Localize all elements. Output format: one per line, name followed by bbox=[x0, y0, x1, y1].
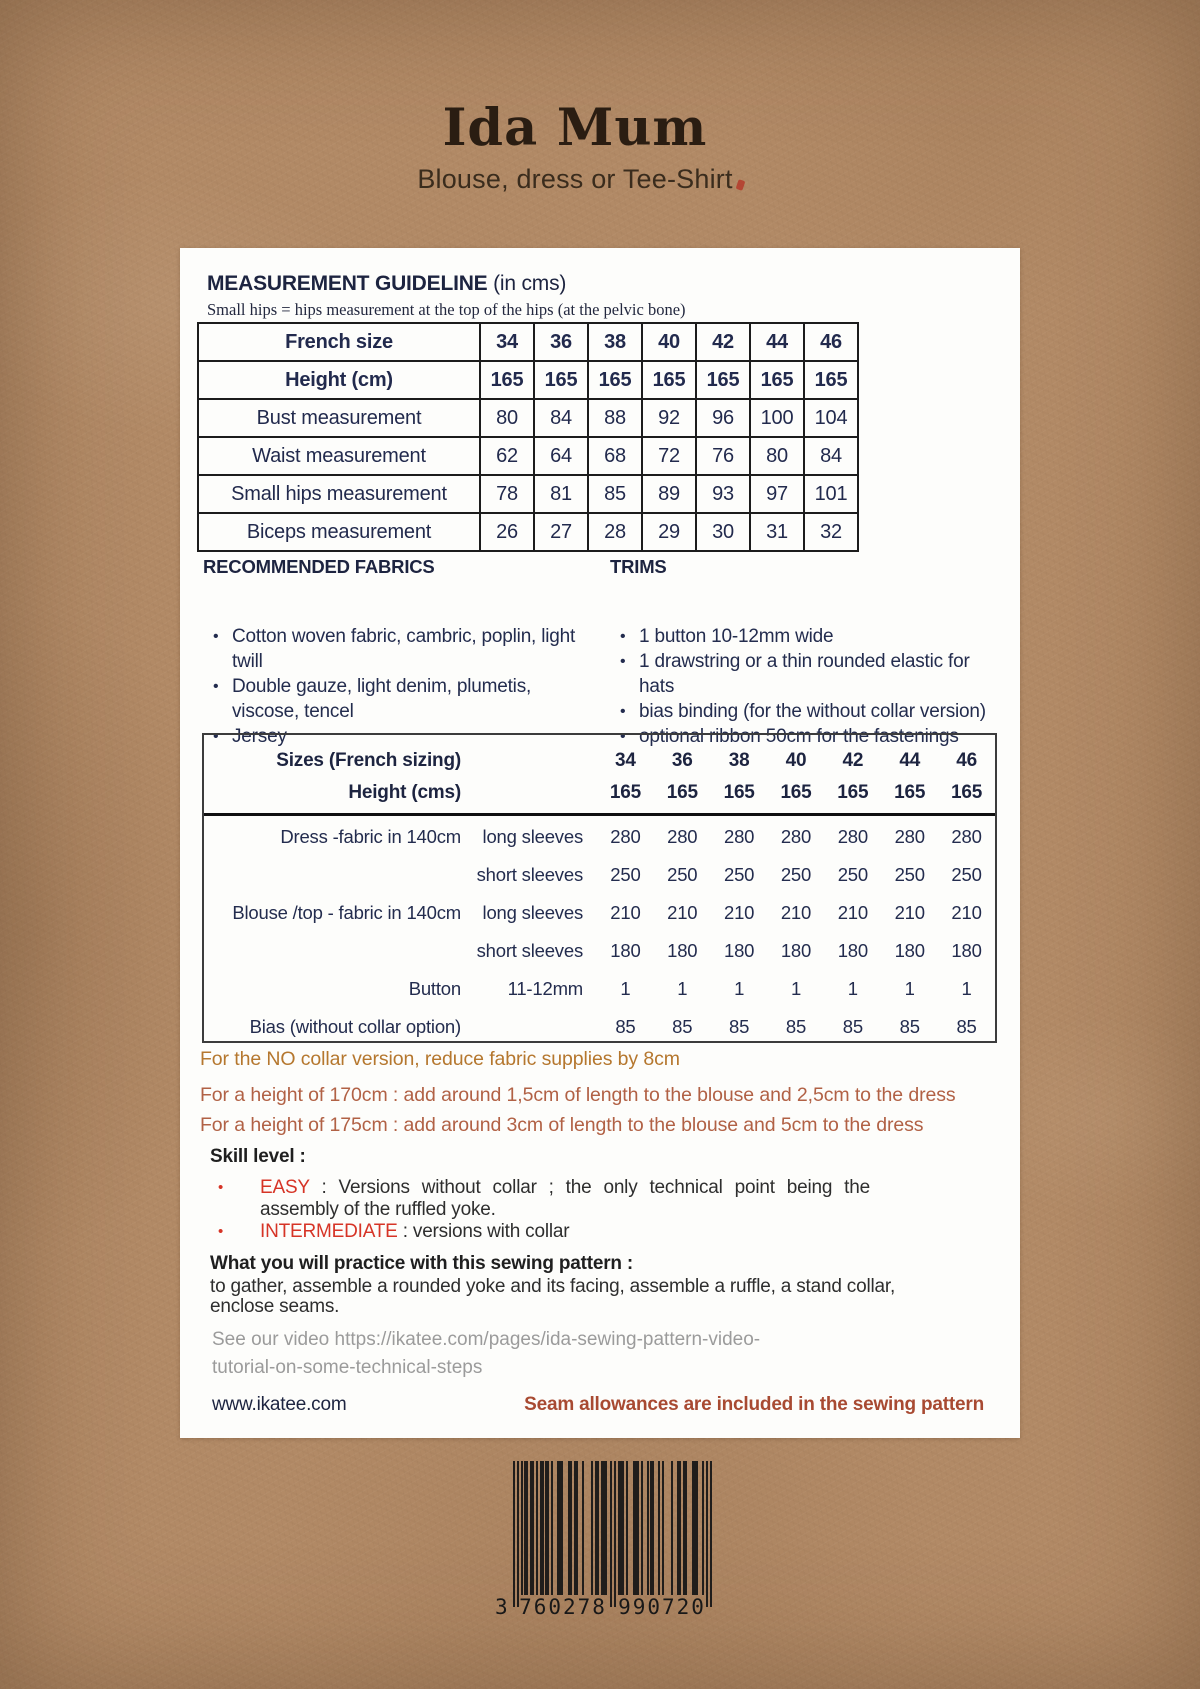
measurement-cell: 36 bbox=[534, 323, 588, 361]
barcode-bar bbox=[626, 1461, 628, 1595]
supplies-cell: 1 bbox=[734, 978, 745, 999]
skill-level-word: EASY bbox=[260, 1177, 310, 1198]
size-cell: 42 bbox=[842, 750, 864, 771]
supplies-cell: 180 bbox=[894, 940, 925, 961]
supplies-cell: 180 bbox=[723, 940, 755, 961]
barcode-bar bbox=[614, 1461, 616, 1607]
barcode-bar bbox=[610, 1461, 612, 1607]
height-cell: 165 bbox=[609, 782, 641, 803]
measurement-cell: 72 bbox=[642, 437, 696, 475]
measurement-cell: 97 bbox=[750, 475, 804, 513]
supplies-cell: 1 bbox=[904, 978, 915, 999]
supplies-row-label: Blouse /top - fabric in 140cm bbox=[232, 902, 461, 923]
measurement-cell: 89 bbox=[642, 475, 696, 513]
pattern-subtitle: Blouse, dress or Tee-Shirt bbox=[417, 164, 733, 195]
recommended-fabrics-heading: RECOMMENDED FABRICS bbox=[203, 556, 435, 577]
measurement-row-label: Waist measurement bbox=[198, 437, 480, 475]
supplies-cell: 210 bbox=[951, 902, 982, 923]
measurement-table bbox=[197, 322, 859, 552]
barcode bbox=[495, 1461, 713, 1619]
height-cell: 165 bbox=[780, 782, 812, 803]
supplies-cell: 1 bbox=[847, 978, 858, 999]
trims-section bbox=[610, 556, 1010, 749]
measurement-guideline-heading-units: (in cms) bbox=[487, 272, 567, 295]
measurement-cell: 165 bbox=[642, 361, 696, 399]
barcode-bar bbox=[622, 1461, 624, 1595]
supplies-row bbox=[204, 932, 995, 970]
practice-text: to gather, assemble a rounded yoke and its facing, assemble a ruffle, a stand collar, enclose seams. bbox=[210, 1276, 896, 1317]
supplies-row bbox=[204, 856, 995, 894]
supplies-cell: 85 bbox=[899, 1016, 920, 1037]
supplies-heights-row bbox=[204, 777, 995, 809]
measurement-cell: 92 bbox=[642, 399, 696, 437]
measurement-cell: 85 bbox=[588, 475, 642, 513]
supplies-cell: 210 bbox=[780, 902, 812, 923]
barcode-bar bbox=[561, 1461, 563, 1595]
barcode-bar bbox=[696, 1461, 698, 1595]
measurement-cell: 165 bbox=[804, 361, 858, 399]
supplies-rows bbox=[204, 816, 995, 1046]
measurement-cell: 62 bbox=[480, 437, 534, 475]
supplies-cell: 280 bbox=[610, 826, 641, 847]
height-170-note: For a height of 170cm : add around 1,5cm of length to the blouse and 2,5cm to the dress bbox=[200, 1084, 956, 1106]
size-cell: 44 bbox=[899, 750, 921, 771]
supplies-row bbox=[204, 970, 995, 1008]
measurement-cell: 32 bbox=[804, 513, 858, 551]
practice-heading: What you will practice with this sewing pattern : bbox=[210, 1253, 634, 1274]
supplies-sizes-label: Sizes (French sizing) bbox=[276, 750, 461, 771]
supplies-row bbox=[204, 1008, 995, 1046]
measurement-cell: 26 bbox=[480, 513, 534, 551]
measurement-cell: 165 bbox=[750, 361, 804, 399]
barcode-bar bbox=[591, 1461, 593, 1595]
measurement-cell: 165 bbox=[534, 361, 588, 399]
supplies-cell: 250 bbox=[667, 864, 698, 885]
supplies-cell: 250 bbox=[837, 864, 868, 885]
supplies-cell: 280 bbox=[951, 826, 982, 847]
measurement-cell: 88 bbox=[588, 399, 642, 437]
height-cell: 165 bbox=[666, 782, 698, 803]
supplies-row-sublabel: 11-12mm bbox=[507, 978, 583, 999]
supplies-cell: 280 bbox=[837, 826, 868, 847]
measurement-guideline-heading-bold: MEASUREMENT GUIDELINE bbox=[207, 272, 488, 295]
barcode-bar bbox=[582, 1461, 584, 1595]
fabric-item: • Cotton woven fabric, cambric, poplin, light twill bbox=[203, 624, 595, 674]
measurement-cell: 76 bbox=[696, 437, 750, 475]
fabric-item: • Jersey bbox=[203, 724, 595, 749]
supplies-row-label: Dress -fabric in 140cm bbox=[280, 826, 461, 847]
supplies-cell: 250 bbox=[610, 864, 641, 885]
measurement-cell: 29 bbox=[642, 513, 696, 551]
barcode-bar bbox=[706, 1461, 708, 1607]
supplies-sizes-row bbox=[204, 745, 995, 777]
supplies-header bbox=[204, 735, 995, 816]
measurement-row bbox=[198, 475, 858, 513]
measurement-cell: 27 bbox=[534, 513, 588, 551]
measurement-row-label: Height (cm) bbox=[198, 361, 480, 399]
barcode-digits bbox=[495, 1595, 713, 1619]
measurement-cell: 38 bbox=[588, 323, 642, 361]
recommended-fabrics-section bbox=[203, 556, 595, 749]
supplies-row-sublabel: long sleeves bbox=[482, 826, 583, 847]
barcode-bar bbox=[597, 1461, 599, 1595]
skill-level-section bbox=[210, 1146, 890, 1244]
size-cell: 46 bbox=[956, 750, 977, 771]
supplies-cell: 280 bbox=[894, 826, 925, 847]
measurement-cell: 84 bbox=[534, 399, 588, 437]
barcode-bar bbox=[605, 1461, 607, 1595]
measurement-row bbox=[198, 323, 858, 361]
small-hips-note: Small hips = hips measurement at the top of the hips (at the pelvic bone) bbox=[207, 300, 686, 319]
trims-list bbox=[610, 624, 1002, 749]
measurement-guideline-heading bbox=[207, 272, 566, 296]
trim-item: • optional ribbon 50cm for the fastenings bbox=[610, 724, 1002, 749]
size-cell: 38 bbox=[728, 750, 750, 771]
fabric-supplies-table bbox=[202, 733, 997, 1043]
supplies-row-sublabel: short sleeves bbox=[476, 864, 583, 885]
supplies-cell: 85 bbox=[785, 1016, 807, 1037]
barcode-bar bbox=[641, 1461, 643, 1595]
barcode-bar bbox=[702, 1461, 704, 1595]
supplies-row bbox=[204, 894, 995, 932]
supplies-cell: 1 bbox=[677, 978, 688, 999]
size-cell: 36 bbox=[671, 750, 693, 771]
supplies-row-sublabel: long sleeves bbox=[482, 902, 583, 923]
measurement-cell: 28 bbox=[588, 513, 642, 551]
barcode-digits-left: 760278 bbox=[519, 1595, 607, 1619]
barcode-bar bbox=[517, 1461, 519, 1607]
measurement-cell: 100 bbox=[750, 399, 804, 437]
measurement-cell: 64 bbox=[534, 437, 588, 475]
supplies-cell: 85 bbox=[615, 1016, 636, 1037]
supplies-cell: 1 bbox=[790, 978, 802, 999]
barcode-bar bbox=[710, 1461, 712, 1607]
measurement-row bbox=[198, 513, 858, 551]
supplies-cell: 180 bbox=[780, 940, 812, 961]
barcode-bar bbox=[685, 1461, 687, 1595]
barcode-bar bbox=[662, 1461, 664, 1595]
supplies-cell: 180 bbox=[837, 940, 868, 961]
size-cell: 34 bbox=[615, 750, 636, 771]
barcode-bar bbox=[536, 1461, 538, 1595]
practice-section bbox=[210, 1253, 910, 1316]
barcode-bar bbox=[652, 1461, 654, 1595]
instruction-card bbox=[180, 248, 1020, 1438]
supplies-cell: 180 bbox=[667, 940, 698, 961]
measurement-row bbox=[198, 437, 858, 475]
skill-item: • EASY : Versions without collar ; the only technical point being the assembly of the ruffled yoke. bbox=[210, 1177, 870, 1220]
supplies-cell: 85 bbox=[672, 1016, 693, 1037]
supplies-cell: 210 bbox=[894, 902, 925, 923]
pattern-title: Ida Mum bbox=[442, 98, 708, 158]
barcode-bar bbox=[532, 1461, 534, 1595]
measurement-row-label: Biceps measurement bbox=[198, 513, 480, 551]
barcode-bar bbox=[658, 1461, 660, 1595]
measurement-cell: 93 bbox=[696, 475, 750, 513]
barcode-bar bbox=[513, 1461, 515, 1607]
supplies-cell: 85 bbox=[956, 1016, 977, 1037]
website-url: www.ikatee.com bbox=[212, 1394, 347, 1415]
height-175-note: For a height of 175cm : add around 3cm of length to the blouse and 5cm to the dress bbox=[200, 1114, 924, 1136]
supplies-heights-label: Height (cms) bbox=[348, 782, 461, 803]
measurement-cell: 30 bbox=[696, 513, 750, 551]
supplies-cell: 250 bbox=[951, 864, 982, 885]
skill-level-heading: Skill level : bbox=[210, 1146, 306, 1167]
seam-allowance-note: Seam allowances are included in the sewing pattern bbox=[524, 1394, 984, 1415]
measurement-row-label: French size bbox=[198, 323, 480, 361]
barcode-bar bbox=[637, 1461, 639, 1595]
measurement-cell: 68 bbox=[588, 437, 642, 475]
skill-level-list bbox=[210, 1177, 890, 1243]
supplies-cell: 85 bbox=[729, 1016, 750, 1037]
height-cell: 165 bbox=[723, 782, 755, 803]
fabrics-list bbox=[203, 624, 595, 749]
measurement-cell: 80 bbox=[480, 399, 534, 437]
barcode-digit-first: 3 bbox=[495, 1595, 508, 1619]
measurement-cell: 34 bbox=[480, 323, 534, 361]
barcode-bar bbox=[526, 1461, 528, 1595]
measurement-cell: 40 bbox=[642, 323, 696, 361]
supplies-cell: 250 bbox=[894, 864, 925, 885]
supplies-row-sublabel: short sleeves bbox=[476, 940, 583, 961]
supplies-cell: 210 bbox=[837, 902, 868, 923]
measurement-cell: 80 bbox=[750, 437, 804, 475]
height-cell: 165 bbox=[951, 782, 983, 803]
barcode-bar bbox=[547, 1461, 549, 1595]
barcode-bars bbox=[513, 1461, 713, 1607]
video-tutorial-note: See our video https://ikatee.com/pages/ida-sewing-pattern-video-tutorial-on-some-technical-steps bbox=[212, 1329, 761, 1378]
supplies-cell: 210 bbox=[723, 902, 755, 923]
measurement-cell: 165 bbox=[480, 361, 534, 399]
measurement-cell: 84 bbox=[804, 437, 858, 475]
measurement-cell: 46 bbox=[804, 323, 858, 361]
measurement-row-label: Small hips measurement bbox=[198, 475, 480, 513]
supplies-cell: 1 bbox=[961, 978, 972, 999]
card-footer bbox=[212, 1394, 984, 1416]
trims-heading: TRIMS bbox=[610, 556, 667, 577]
supplies-cell: 250 bbox=[723, 864, 755, 885]
supplies-row-label: Button bbox=[408, 978, 461, 999]
supplies-cell: 280 bbox=[780, 826, 812, 847]
measurement-row bbox=[198, 361, 858, 399]
barcode-bar bbox=[679, 1461, 681, 1595]
fabric-item: • Double gauze, light denim, plumetis, viscose, tencel bbox=[203, 674, 595, 724]
supplies-cell: 1 bbox=[620, 978, 631, 999]
trim-item: • 1 drawstring or a thin rounded elastic for hats bbox=[610, 649, 1002, 699]
supplies-cell: 85 bbox=[842, 1016, 863, 1037]
barcode-bar bbox=[551, 1461, 553, 1595]
supplies-row-label: Bias (without collar option) bbox=[249, 1016, 461, 1037]
measurement-cell: 44 bbox=[750, 323, 804, 361]
measurement-cell: 81 bbox=[534, 475, 588, 513]
supplies-cell: 280 bbox=[667, 826, 698, 847]
measurement-cell: 42 bbox=[696, 323, 750, 361]
supplies-cell: 180 bbox=[610, 940, 641, 961]
skill-item: • INTERMEDIATE : versions with collar bbox=[210, 1221, 890, 1243]
barcode-bar bbox=[570, 1461, 572, 1595]
measurement-cell: 78 bbox=[480, 475, 534, 513]
barcode-bar bbox=[671, 1461, 673, 1595]
supplies-row bbox=[204, 818, 995, 856]
supplies-cell: 210 bbox=[610, 902, 641, 923]
height-cell: 165 bbox=[894, 782, 926, 803]
height-cell: 165 bbox=[837, 782, 869, 803]
supplies-cell: 180 bbox=[951, 940, 982, 961]
measurement-cell: 96 bbox=[696, 399, 750, 437]
size-cell: 40 bbox=[785, 750, 807, 771]
barcode-digits-right: 990720 bbox=[618, 1595, 706, 1619]
measurement-cell: 104 bbox=[804, 399, 858, 437]
skill-level-word: INTERMEDIATE bbox=[260, 1221, 398, 1242]
trim-item: • 1 button 10-12mm wide bbox=[610, 624, 1002, 649]
no-collar-note: For the NO collar version, reduce fabric supplies by 8cm bbox=[200, 1048, 680, 1070]
measurement-cell: 165 bbox=[588, 361, 642, 399]
measurement-row-label: Bust measurement bbox=[198, 399, 480, 437]
document-header bbox=[0, 100, 1150, 195]
supplies-cell: 210 bbox=[667, 902, 698, 923]
supplies-cell: 280 bbox=[723, 826, 755, 847]
trim-item: • bias binding (for the without collar version) bbox=[610, 699, 1002, 724]
measurement-table-body bbox=[198, 323, 858, 551]
measurement-cell: 101 bbox=[804, 475, 858, 513]
measurement-cell: 165 bbox=[696, 361, 750, 399]
measurement-cell: 31 bbox=[750, 513, 804, 551]
supplies-cell: 250 bbox=[780, 864, 812, 885]
barcode-bar bbox=[576, 1461, 578, 1595]
measurement-row bbox=[198, 399, 858, 437]
